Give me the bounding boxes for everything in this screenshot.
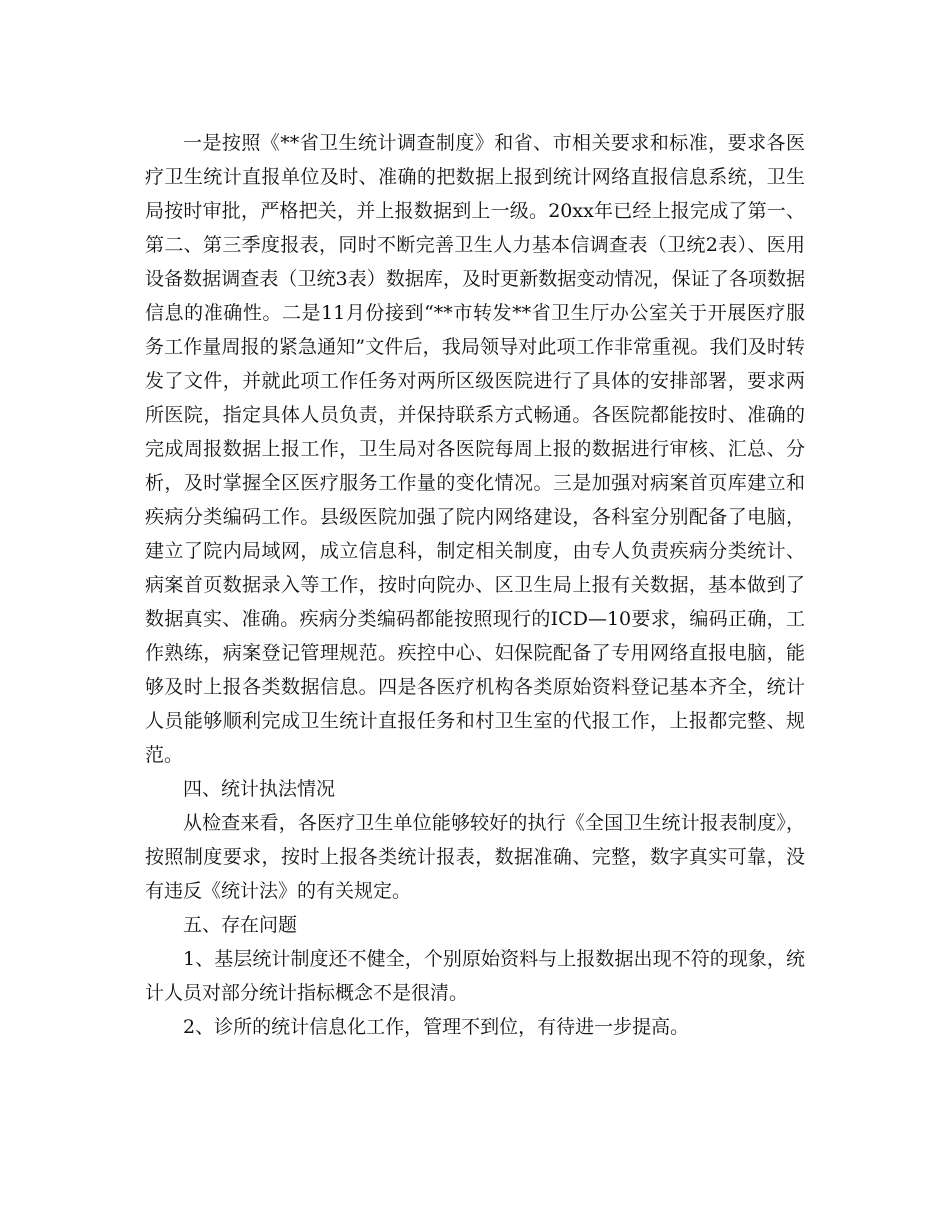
body-paragraph-inspection: 从检查来看，各医疗卫生单位能够较好的执行《全国卫生统计报表制度》，按照制度要求，按时上报各类统计报表，数据准确、完整，数字真实可靠，没有违反《统计法》的有关规定。 — [145, 812, 805, 902]
body-paragraph-work-summary: 一是按照《**省卫生统计调查制度》和省、市相关要求和标准，要求各医疗卫生统计直报单位及时、准确的把数据上报到统计网络直报信息系统，卫生局按时审批，严格把关，并上报数据到上一级。20xx年已经上报完成了第一、第二、第三季度报表，同时不断完善卫生人力基本信调查表（卫统2表）、医用设备数据调查表（卫统3表）数据库，及时更新数据变动情况，保证了各项数据信息的准确性。二是11月份接到“**市转发**省卫生厅办公室关于开展医疗服务工作量周报的紧急通知”文件后，我局领导对此项工作非常重视。我们及时转发了文件，并就此项工作任务对两所区级医院进行了具体的安排部署，要求两所医院，指定具体人员负责，并保持联系方式畅通。各医院都能按时、准确的完成周报数据上报工作，卫生局对各医院每周上报的数据进行审核、汇总、分析，及时掌握全区医疗服务工作量的变化情况。三是加强对病案首页库建立和疾病分类编码工作。县级医院加强了院内网络建设，各科室分别配备了电脑，建立了院内局域网，成立信息科，制定相关制度，由专人负责疾病分类统计、病案首页数据录入等工作，按时向院办、区卫生局上报有关数据，基本做到了数据真实、准确。疾病分类编码都能按照现行的ICD—10要求，编码正确，工作熟练，病案登记管理规范。疾控中心、妇保院配备了专用网络直报电脑，能够及时上报各类数据信息。四是各医疗机构各类原始资料登记基本齐全，统计人员能够顺利完成卫生统计直报任务和村卫生室的代报工作，上报都完整、规范。 — [145, 132, 805, 766]
section-heading-law-enforcement: 四、统计执法情况 — [183, 778, 336, 800]
problem-item-2: 2、诊所的统计信息化工作，管理不到位，有待进一步提高。 — [183, 1016, 690, 1038]
problem-item-1: 1、基层统计制度还不健全，个别原始资料与上报数据出现不符的现象，统计人员对部分统计指标概念不是很清。 — [145, 948, 805, 1004]
section-heading-problems: 五、存在问题 — [183, 914, 298, 936]
document-body — [145, 126, 805, 1044]
